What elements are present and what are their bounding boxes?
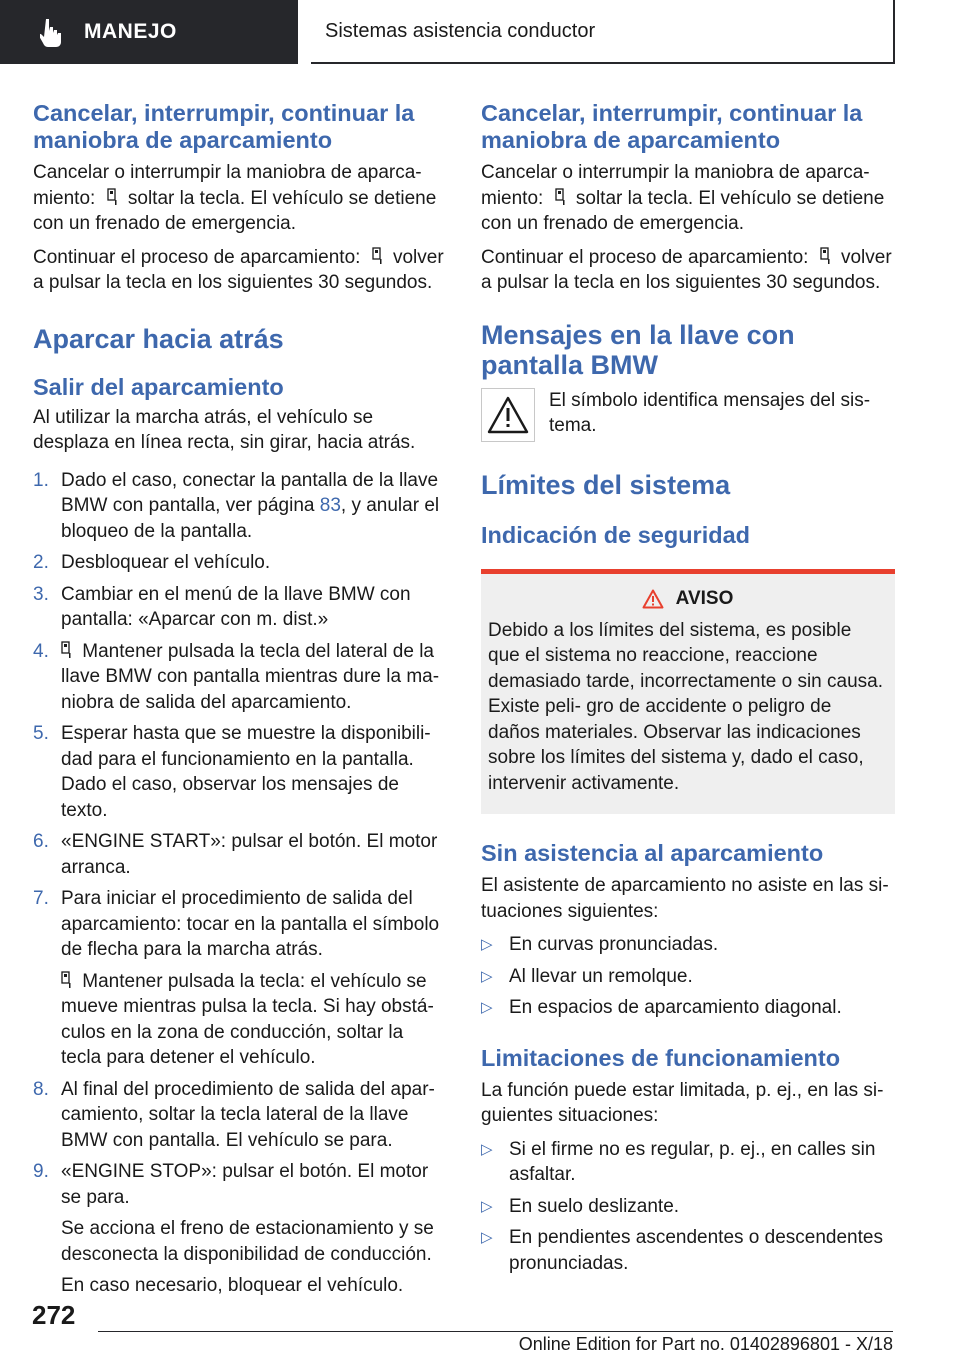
key-button-icon [107,188,117,206]
step: 1. Dado el caso, conectar la pantalla de la llave BMW con pantalla, ver página 83, y anular el bloqueo de la pantalla. [33,469,440,542]
step: 4. Mantener pulsada la tecla del lateral de la llave BMW con pantalla mientras dure la ma‐ niobra de salida del aparcamiento. [33,640,440,713]
triangle-bullet-icon: ▷ [481,1197,493,1215]
footer-divider [98,1331,893,1332]
step-note: En caso necesario, bloquear el vehículo. [61,1275,404,1296]
section-tab [0,0,298,64]
list-item: ▷ En curvas pronunciadas. [481,932,895,958]
list-item: ▷ Si el firme no es regular, p. ej., en calles sin asfaltar. [481,1138,876,1185]
function-limits-list [481,1137,895,1277]
page-link[interactable]: 83 [319,495,341,516]
key-button-icon [820,247,830,265]
section-title: MANEJO [84,20,177,43]
key-button-icon [61,641,71,659]
list-item: ▷ En pendientes ascendentes o descendentes pronunciadas. [481,1227,883,1274]
exit-steps [33,468,448,1299]
list-item: ▷ En espacios de aparcamiento diagonal. [481,995,895,1021]
right-column [481,100,895,1276]
step: 6. «ENGINE START»: pulsar el botón. El motor arranca. [33,831,438,878]
heading-limits: Límites del sistema [481,469,731,500]
paragraph-symbol: El símbolo identifica mensajes del sis‐ tema. [549,389,871,436]
triangle-bullet-icon: ▷ [481,936,493,953]
heading-cancel: Cancelar, interrumpir, continuar la maniobra de aparcamiento [33,100,415,153]
triangle-bullet-icon: ▷ [481,1229,493,1246]
paragraph-exit: Al utilizar la marcha atrás, el vehículo se desplaza en línea recta, sin girar, hacia atrás. [33,406,416,453]
heading-function-limits: Limitaciones de funcionamiento [481,1044,841,1071]
warning-symbol-box [481,388,535,442]
triangle-bullet-icon: ▷ [481,1140,493,1158]
step: 7. Para iniciar el procedimiento de salida del aparcamiento: tocar en la pantalla el símbolo de flecha para la marcha atrás. Mantener pulsada la tecla: el vehículo se mueve mientras pulsa la tecla. Si hay obstá‐ culos en la zona de conducción, soltar la tecla para detener el vehículo. [33,886,448,1071]
pointing-hand-icon [40,17,66,47]
step: 9. «ENGINE STOP»: pulsar el botón. El motor se para. Se acciona el freno de estacionamiento y se desconecta la disponibilidad de conducción. En caso necesario, bloquear el vehículo. [33,1159,448,1299]
step: 3. Cambiar en el menú de la llave BMW con pantalla: «Aparcar con m. dist.» [33,583,411,630]
warning-notice [481,569,895,815]
warning-triangle-icon [487,396,529,434]
heading-no-assist: Sin asistencia al aparcamiento [481,840,824,866]
heading-exit: Salir del aparcamiento [33,373,284,400]
step: 2. Desbloquear el vehículo. [33,552,271,573]
paragraph-cancel: Cancelar o interrumpir la maniobra de aparca‐ miento: soltar la tecla. El vehículo se detiene con un frenado de emergencia. [33,162,437,234]
list-item: ▷ En suelo deslizante. [481,1194,895,1220]
triangle-bullet-icon: ▷ [481,999,493,1016]
key-button-icon [555,188,565,206]
heading-messages: Mensajes en la llave con pantalla BMW [481,319,795,380]
step: 8. Al final del procedimiento de salida del apar‐ camiento, soltar la tecla lateral de la llave BMW con pantalla. El vehículo se para. [33,1078,435,1151]
paragraph-continue: Continuar el proceso de aparcamiento: volver a pulsar la tecla en los siguientes 30 segundos. [33,246,444,293]
chapter-header [311,0,895,64]
warning-title: AVISO [488,588,887,610]
footer-edition: Online Edition for Part no. 01402896801 - X/18 [518,1334,893,1354]
page-number: 272 [32,1300,76,1330]
heading-cancel: Cancelar, interrumpir, continuar la maniobra de aparcamiento [481,100,863,153]
heading-safety: Indicación de seguridad [481,521,750,548]
triangle-bullet-icon: ▷ [481,967,493,985]
list-item: ▷ Al llevar un remolque. [481,964,895,990]
paragraph-cancel: Cancelar o interrumpir la maniobra de aparca‐ miento: soltar la tecla. El vehículo se detiene con un frenado de emergencia. [481,162,885,234]
left-column [33,100,448,1299]
key-button-icon [61,971,71,989]
paragraph-function-limits: La función puede estar limitada, p. ej., en las si‐ guientes situaciones: [481,1079,884,1126]
no-assist-list [481,932,895,1021]
heading-park-back: Aparcar hacia atrás [33,323,284,354]
key-button-icon [372,247,382,265]
step-note: Se acciona el freno de estacionamiento y se desconecta la disponibilidad de conducción. [61,1218,434,1265]
paragraph-no-assist: El asistente de aparcamiento no asiste en las si‐ tuaciones siguientes: [481,875,889,922]
warning-triangle-icon [642,589,664,609]
warning-text: Debido a los límites del sistema, es posible que el sistema no reaccione, reaccione demasiado tarde, incorrectamente o sin causa. Existe peli‐ gro de accidente o peligro de daños materiales. Observar las indicaciones sobre los límites del sistema y, dado el caso, intervenir activamente. [488,619,883,794]
step-note: Mantener pulsada la tecla: el vehículo se mueve mientras pulsa la tecla. Si hay obstá‐ culos en la zona de conducción, soltar la tecla para detener el vehículo. [61,970,434,1068]
paragraph-continue: Continuar el proceso de aparcamiento: volver a pulsar la tecla en los siguientes 30 segundos. [481,246,892,293]
chapter-title: Sistemas asistencia conductor [325,19,596,42]
symbol-row [481,388,895,442]
step: 5. Esperar hasta que se muestre la disponibili‐ dad para el funcionamiento en la pantalla. Dado el caso, observar los mensajes de texto. [33,723,431,821]
